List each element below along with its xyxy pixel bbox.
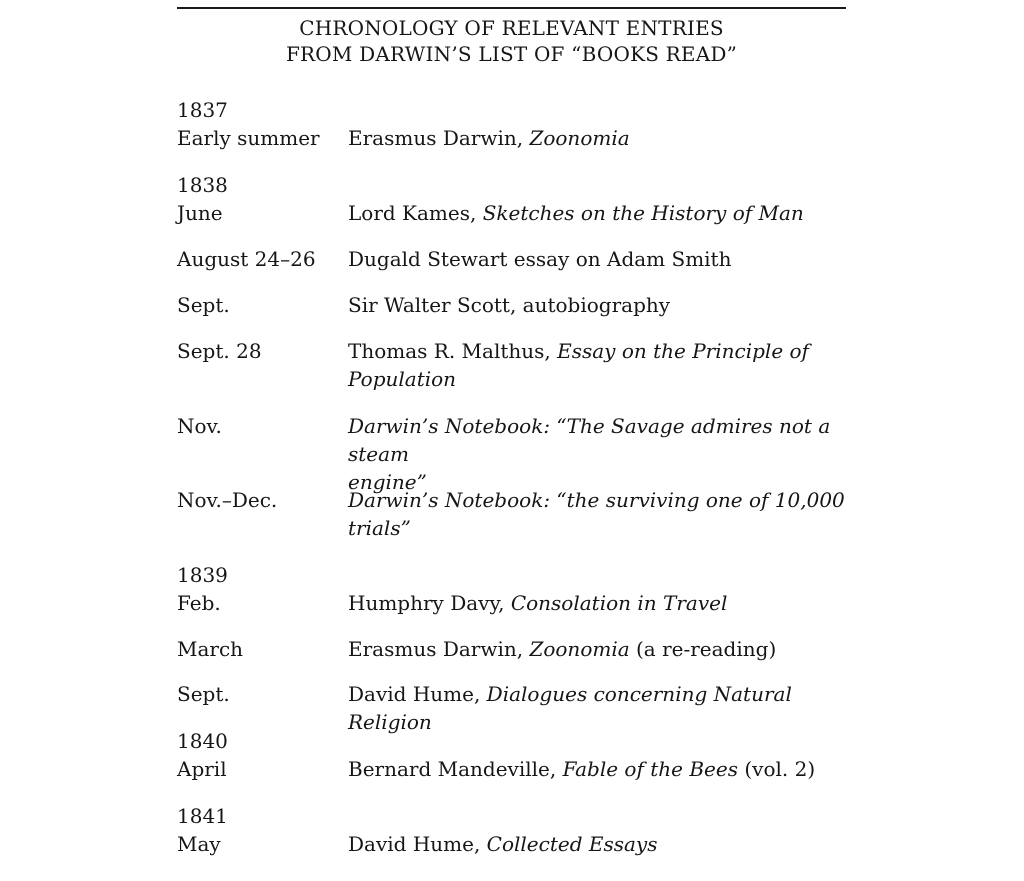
entry-date: Nov. bbox=[177, 414, 222, 438]
entry-date: May bbox=[177, 832, 221, 856]
entry-date: March bbox=[177, 637, 244, 661]
entry-text bbox=[348, 412, 848, 496]
entry-date: Sept. bbox=[177, 682, 230, 706]
entry-note: (a re-reading) bbox=[629, 637, 777, 661]
entry-author: Erasmus Darwin, bbox=[348, 126, 530, 150]
entry-text bbox=[348, 245, 848, 273]
entry-work: Zoonomia bbox=[529, 126, 630, 150]
entry-date: Sept. 28 bbox=[177, 339, 262, 363]
entry-date: Feb. bbox=[177, 591, 221, 615]
entry-author: David Hume, bbox=[348, 682, 487, 706]
entry-author: Humphry Davy, bbox=[348, 591, 511, 615]
entry-text bbox=[348, 589, 848, 617]
entry-work: Sketches on the History of Man bbox=[482, 201, 804, 225]
year-heading: 1840 bbox=[177, 729, 228, 753]
entry-note: (vol. 2) bbox=[737, 757, 816, 781]
entry-date: Early summer bbox=[177, 126, 320, 150]
entry-text bbox=[348, 830, 848, 858]
entry-author: Sir Walter Scott, autobiography bbox=[348, 293, 671, 317]
entry-author: Bernard Mandeville, bbox=[348, 757, 563, 781]
entry-text bbox=[348, 199, 848, 227]
entry-date: April bbox=[177, 757, 227, 781]
entry-work: Fable of the Bees bbox=[562, 757, 738, 781]
year-heading: 1839 bbox=[177, 563, 228, 587]
entry-author: Thomas R. Malthus, bbox=[348, 339, 558, 363]
entry-text bbox=[348, 635, 848, 663]
year-heading: 1841 bbox=[177, 804, 228, 828]
page-title-line-1: CHRONOLOGY OF RELEVANT ENTRIES bbox=[299, 16, 724, 40]
top-rule bbox=[177, 7, 846, 9]
entry-text bbox=[348, 680, 848, 736]
entry-text bbox=[348, 486, 848, 542]
entry-text bbox=[348, 755, 848, 783]
entry-author: Erasmus Darwin, bbox=[348, 637, 530, 661]
entry-work: Dialogues concerning Natural Religion bbox=[348, 682, 792, 734]
page-title-line-2: FROM DARWIN’S LIST OF “BOOKS READ” bbox=[285, 42, 738, 66]
entry-author: Dugald Stewart essay on Adam Smith bbox=[348, 247, 732, 271]
entry-work-continued: trials” bbox=[348, 516, 411, 540]
year-heading: 1838 bbox=[177, 173, 228, 197]
entry-work: Darwin’s Notebook: “the surviving one of 10,000 bbox=[348, 488, 845, 512]
entry-text bbox=[348, 337, 848, 393]
entry-work-continued: engine” bbox=[348, 470, 427, 494]
entry-work: Consolation in Travel bbox=[510, 591, 728, 615]
entry-author: Lord Kames, bbox=[348, 201, 483, 225]
year-heading: 1837 bbox=[177, 98, 228, 122]
entry-date: August 24–26 bbox=[177, 247, 316, 271]
entry-work: Collected Essays bbox=[486, 832, 658, 856]
entry-work-continued: Population bbox=[348, 367, 457, 391]
entry-work: Zoonomia bbox=[529, 637, 630, 661]
entry-date: Nov.–Dec. bbox=[177, 488, 278, 512]
entry-work: Darwin’s Notebook: “The Savage admires not a steam bbox=[348, 414, 831, 466]
entry-text bbox=[348, 124, 848, 152]
entry-text bbox=[348, 291, 848, 319]
entry-date: June bbox=[177, 201, 223, 225]
entry-date: Sept. bbox=[177, 293, 230, 317]
entry-author: David Hume, bbox=[348, 832, 487, 856]
entry-work: Essay on the Principle of bbox=[557, 339, 809, 363]
